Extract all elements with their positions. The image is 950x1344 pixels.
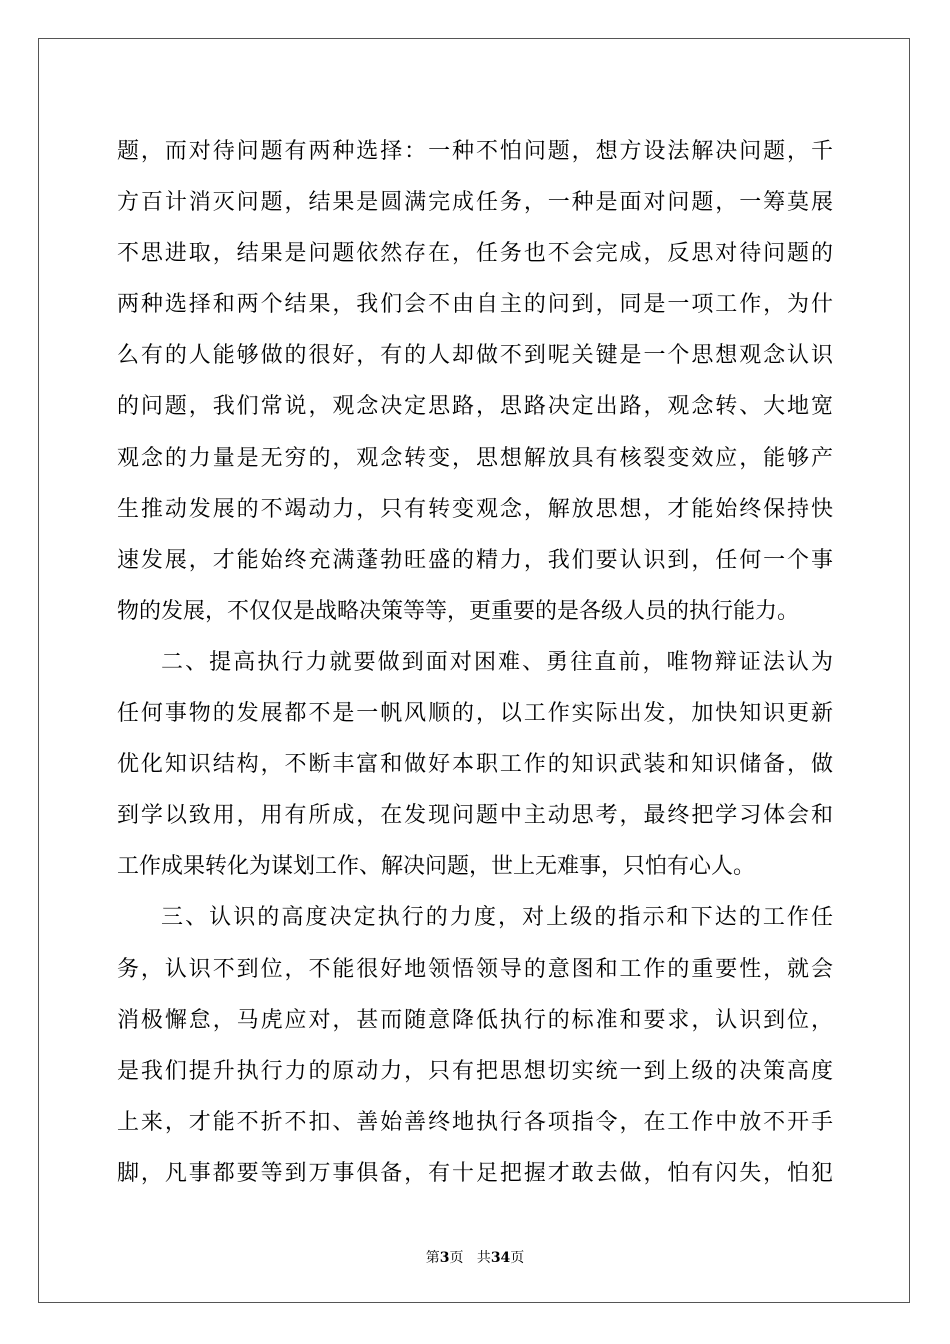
footer-total-suffix: 页 — [510, 1250, 525, 1266]
text-line: 务，认识不到位，不能很好地领悟领导的意图和工作的重要性，就会 — [117, 956, 833, 982]
text-line: 是我们提升执行力的原动力，只有把思想切实统一到上级的决策高度 — [117, 1058, 833, 1084]
footer-page-prefix: 第 — [425, 1250, 440, 1266]
text-line: 任何事物的发展都不是一帆风顺的，以工作实际出发，加快知识更新 — [117, 701, 833, 727]
text-line: 题，而对待问题有两种选择：一种不怕问题，想方设法解决问题，千 — [117, 139, 833, 164]
text-line: 观念的力量是无穷的，观念转变，思想解放具有核裂变效应，能够产 — [117, 445, 833, 471]
text-line: 工作成果转化为谋划工作、解决问题，世上无难事，只怕有心人。 — [117, 854, 756, 880]
text-line: 上来，才能不折不扣、善始善终地执行各项指令，在工作中放不开手 — [117, 1109, 833, 1135]
text-line: 么有的人能够做的很好，有的人却做不到呢关键是一个思想观念认识 — [117, 343, 833, 369]
footer-total-prefix: 共 — [476, 1250, 491, 1266]
footer-page-suffix: 页 — [449, 1250, 464, 1266]
page-footer — [0, 1247, 950, 1267]
text-line: 两种选择和两个结果，我们会不由自主的问到，同是一项工作，为什 — [117, 292, 833, 318]
text-line: 二、提高执行力就要做到面对困难、勇往直前，唯物辩证法认为 — [161, 649, 833, 675]
text-line: 生推动发展的不竭动力，只有转变观念，解放思想，才能始终保持快 — [117, 496, 833, 522]
footer-page-number: 3 — [439, 1250, 450, 1266]
document-body — [117, 126, 833, 1199]
text-line: 不思进取，结果是问题依然存在，任务也不会完成，反思对待问题的 — [117, 241, 833, 267]
text-line: 消极懈怠，马虎应对，甚而随意降低执行的标准和要求，认识到位， — [117, 1007, 833, 1033]
text-line: 到学以致用，用有所成，在发现问题中主动思考，最终把学习体会和 — [117, 803, 833, 829]
footer-total-pages: 34 — [490, 1250, 511, 1266]
text-line: 的问题，我们常说，观念决定思路，思路决定出路，观念转、大地宽 — [117, 394, 833, 420]
text-line: 优化知识结构，不断丰富和做好本职工作的知识武装和知识储备，做 — [117, 752, 833, 778]
text-line: 脚，凡事都要等到万事俱备，有十足把握才敢去做，怕有闪失，怕犯 — [117, 1160, 833, 1186]
text-line: 物的发展，不仅仅是战略决策等等，更重要的是各级人员的执行能力。 — [117, 598, 800, 624]
text-line: 速发展，才能始终充满蓬勃旺盛的精力，我们要认识到，任何一个事 — [117, 547, 833, 573]
text-line: 方百计消灭问题，结果是圆满完成任务，一种是面对问题，一筹莫展 — [117, 190, 833, 216]
text-line: 三、认识的高度决定执行的力度，对上级的指示和下达的工作任 — [161, 905, 833, 931]
